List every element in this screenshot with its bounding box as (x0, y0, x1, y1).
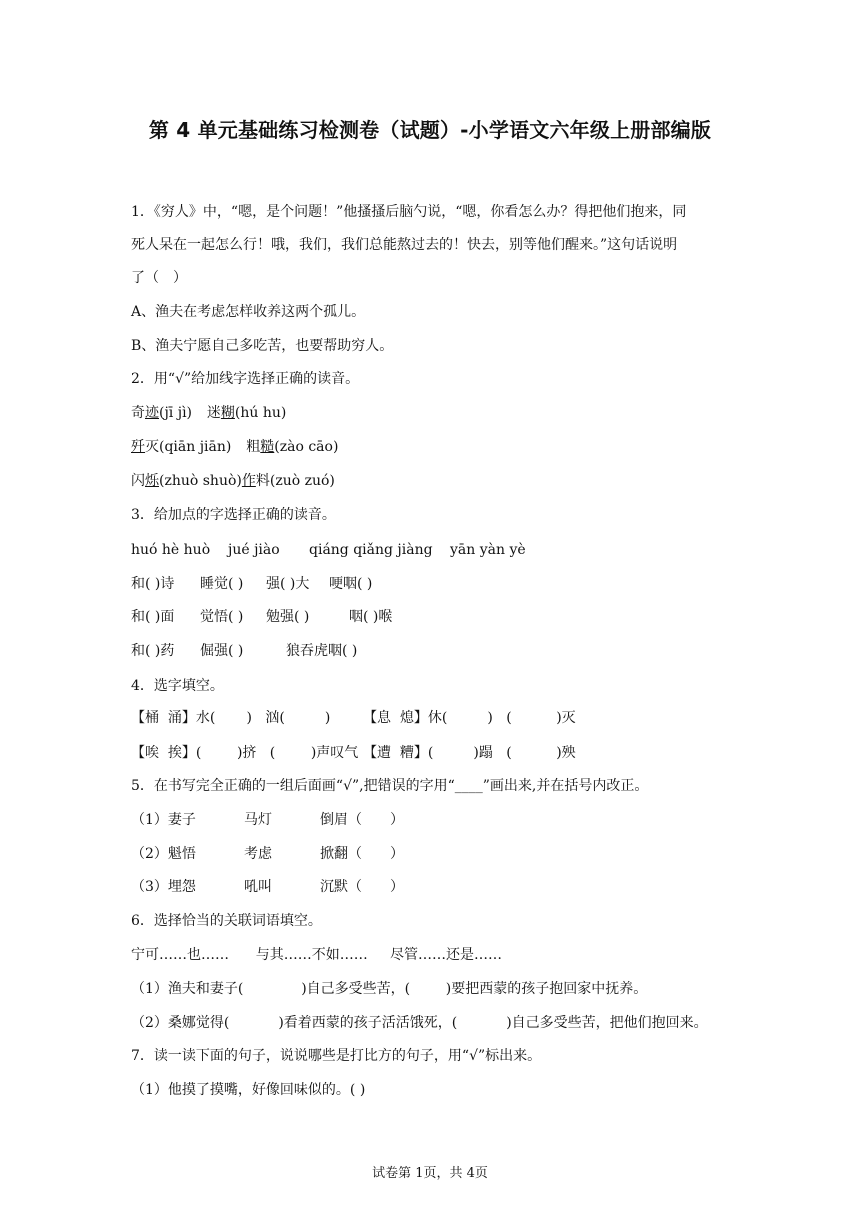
q3-r3-c2: 倔强( ) (200, 643, 244, 659)
q1-line-3: 了（ ） (131, 270, 187, 286)
q6-stem: 6．选择恰当的关联词语填空。 (131, 913, 322, 929)
q3-pinyin-2: jué jiào (228, 542, 280, 558)
q2-row-1 (131, 403, 286, 423)
q5-item-1 (131, 810, 404, 830)
q2-r2a-rest: 灭(qiān jiān) (145, 439, 232, 455)
q5-i1-word-3: 倒眉（ ） (320, 812, 404, 828)
q1-option-a: A、渔夫在考虑怎样收养这两个孤儿。 (131, 304, 366, 320)
q5-stem-blank: ____ (454, 778, 483, 794)
q7-stem: 7．读一读下面的句子，说说哪些是打比方的句子，用“√”标出来。 (131, 1048, 542, 1064)
page-footer: 试卷第 1页，共 4页 (372, 1166, 488, 1181)
q5-stem-start: 5．在书写完全正确的一组后面画“√”,把错误的字用“ (131, 778, 455, 794)
q3-r1-c3: 强( )大 (266, 576, 310, 592)
q4-r2-left: 【唉 挨】( )挤 ( )声叹气 (131, 745, 359, 761)
q3-r2-c4: 咽( )喉 (349, 609, 393, 625)
q6-options: 宁可……也…… 与其……不如…… 尽管……还是…… (131, 947, 502, 963)
q5-i2-word-1: （2）魁悟 (131, 846, 196, 862)
page-title: 第 4 单元基础练习检测卷（试题）-小学语文六年级上册部编版 (148, 118, 712, 142)
q3-stem: 3．给加点的字选择正确的读音。 (131, 507, 336, 523)
q3-pinyin-4: yān yàn yè (450, 542, 526, 558)
q6-sentence-1: （1）渔夫和妻子( )自己多受些苦，( )要把西蒙的孩子抱回家中抚养。 (131, 981, 648, 997)
q3-row-3 (131, 641, 357, 661)
q3-r3-c3: 狼吞虎咽( ) (286, 643, 358, 659)
q5-i1-word-2: 马灯 (244, 812, 272, 828)
q1-option-b: B、渔夫宁愿自己多吃苦，也要帮助穷人。 (131, 338, 394, 354)
q3-r1-c2: 睡觉( ) (200, 576, 244, 592)
q3-r1-c4: 哽咽( ) (329, 576, 373, 592)
q4-row-2 (131, 743, 576, 763)
q2-r3a-underlined: 烁 (145, 473, 159, 489)
q3-r1-c1: 和( )诗 (131, 576, 175, 592)
q3-r2-c1: 和( )面 (131, 609, 175, 625)
q6-sentence-2: （2）桑娜觉得( )看着西蒙的孩子活活饿死，( )自己多受些苦，把他们抱回来。 (131, 1015, 708, 1031)
q2-r2b-prefix: 粗 (246, 439, 261, 455)
q2-r1a-prefix: 奇 (131, 405, 145, 421)
q4-row-1 (131, 708, 576, 728)
q7-sentence-1: （1）他摸了摸嘴，好像回味似的。( ) (131, 1082, 366, 1098)
q1-line-1: 1．《穷人》中，“嗯，是个问题！”他搔搔后脑勺说，“嗯，你看怎么办？得把他们抱来，同 (131, 204, 687, 220)
q2-r2b-pinyin: (zào cāo) (274, 439, 339, 455)
q3-r3-c1: 和( )药 (131, 643, 175, 659)
q2-r1b-prefix: 迷 (206, 405, 221, 421)
q2-r1a-underlined: 迹 (145, 405, 159, 421)
q3-pinyin-3: qiáng qiǎng jiàng (309, 542, 433, 558)
q2-r3b-underlined: 作 (241, 473, 256, 489)
q2-row-3 (131, 471, 335, 491)
q2-r3a-prefix: 闪 (131, 473, 145, 489)
q1-line-2: 死人呆在一起怎么行！哦，我们，我们总能熬过去的！快去，别等他们醒来。”这句话说明 (131, 237, 678, 253)
q2-r1b-underlined: 糊 (220, 405, 235, 421)
q3-r2-c2: 觉悟( ) (200, 609, 244, 625)
q2-row-2 (131, 437, 338, 457)
q3-row-1 (131, 574, 372, 594)
q5-stem-end: ”画出来,并在括号内改正。 (482, 778, 649, 794)
q2-r2b-underlined: 糙 (260, 439, 275, 455)
q4-r1-left: 【桶 涌】水( ) 汹( ) (131, 710, 331, 726)
q2-r3a-pinyin: (zhuò shuò) (159, 473, 242, 489)
q5-i2-word-3: 掀翻（ ） (320, 846, 404, 862)
q5-i3-word-1: （3）埋怨 (131, 879, 196, 895)
q2-r2a-underlined: 歼 (131, 439, 145, 455)
q4-stem: 4．选字填空。 (131, 678, 224, 694)
q2-r1a-pinyin: (jī jì) (159, 405, 193, 421)
q3-row-2 (131, 607, 392, 627)
q5-stem (131, 776, 648, 796)
q5-i2-word-2: 考虑 (244, 846, 272, 862)
q3-pinyin-row (131, 540, 526, 560)
q4-r1-right: 【息 熄】休( ) ( )灭 (363, 710, 576, 726)
q2-r1b-pinyin: (hú hu) (234, 405, 287, 421)
q5-item-3 (131, 877, 404, 897)
q3-pinyin-1: huó hè huò (131, 542, 211, 558)
q2-stem: 2．用“√”给加线字选择正确的读音。 (131, 371, 360, 387)
q5-item-2 (131, 844, 404, 864)
q5-i3-word-2: 吼叫 (244, 879, 272, 895)
q5-i1-word-1: （1）妻子 (131, 812, 196, 828)
q2-r3b-rest: 料(zuò zuó) (255, 473, 335, 489)
q5-i3-word-3: 沉默（ ） (320, 879, 404, 895)
q4-r2-right: 【遭 糟】( )蹋 ( )殃 (363, 745, 576, 761)
q3-r2-c3: 勉强( ) (266, 609, 310, 625)
